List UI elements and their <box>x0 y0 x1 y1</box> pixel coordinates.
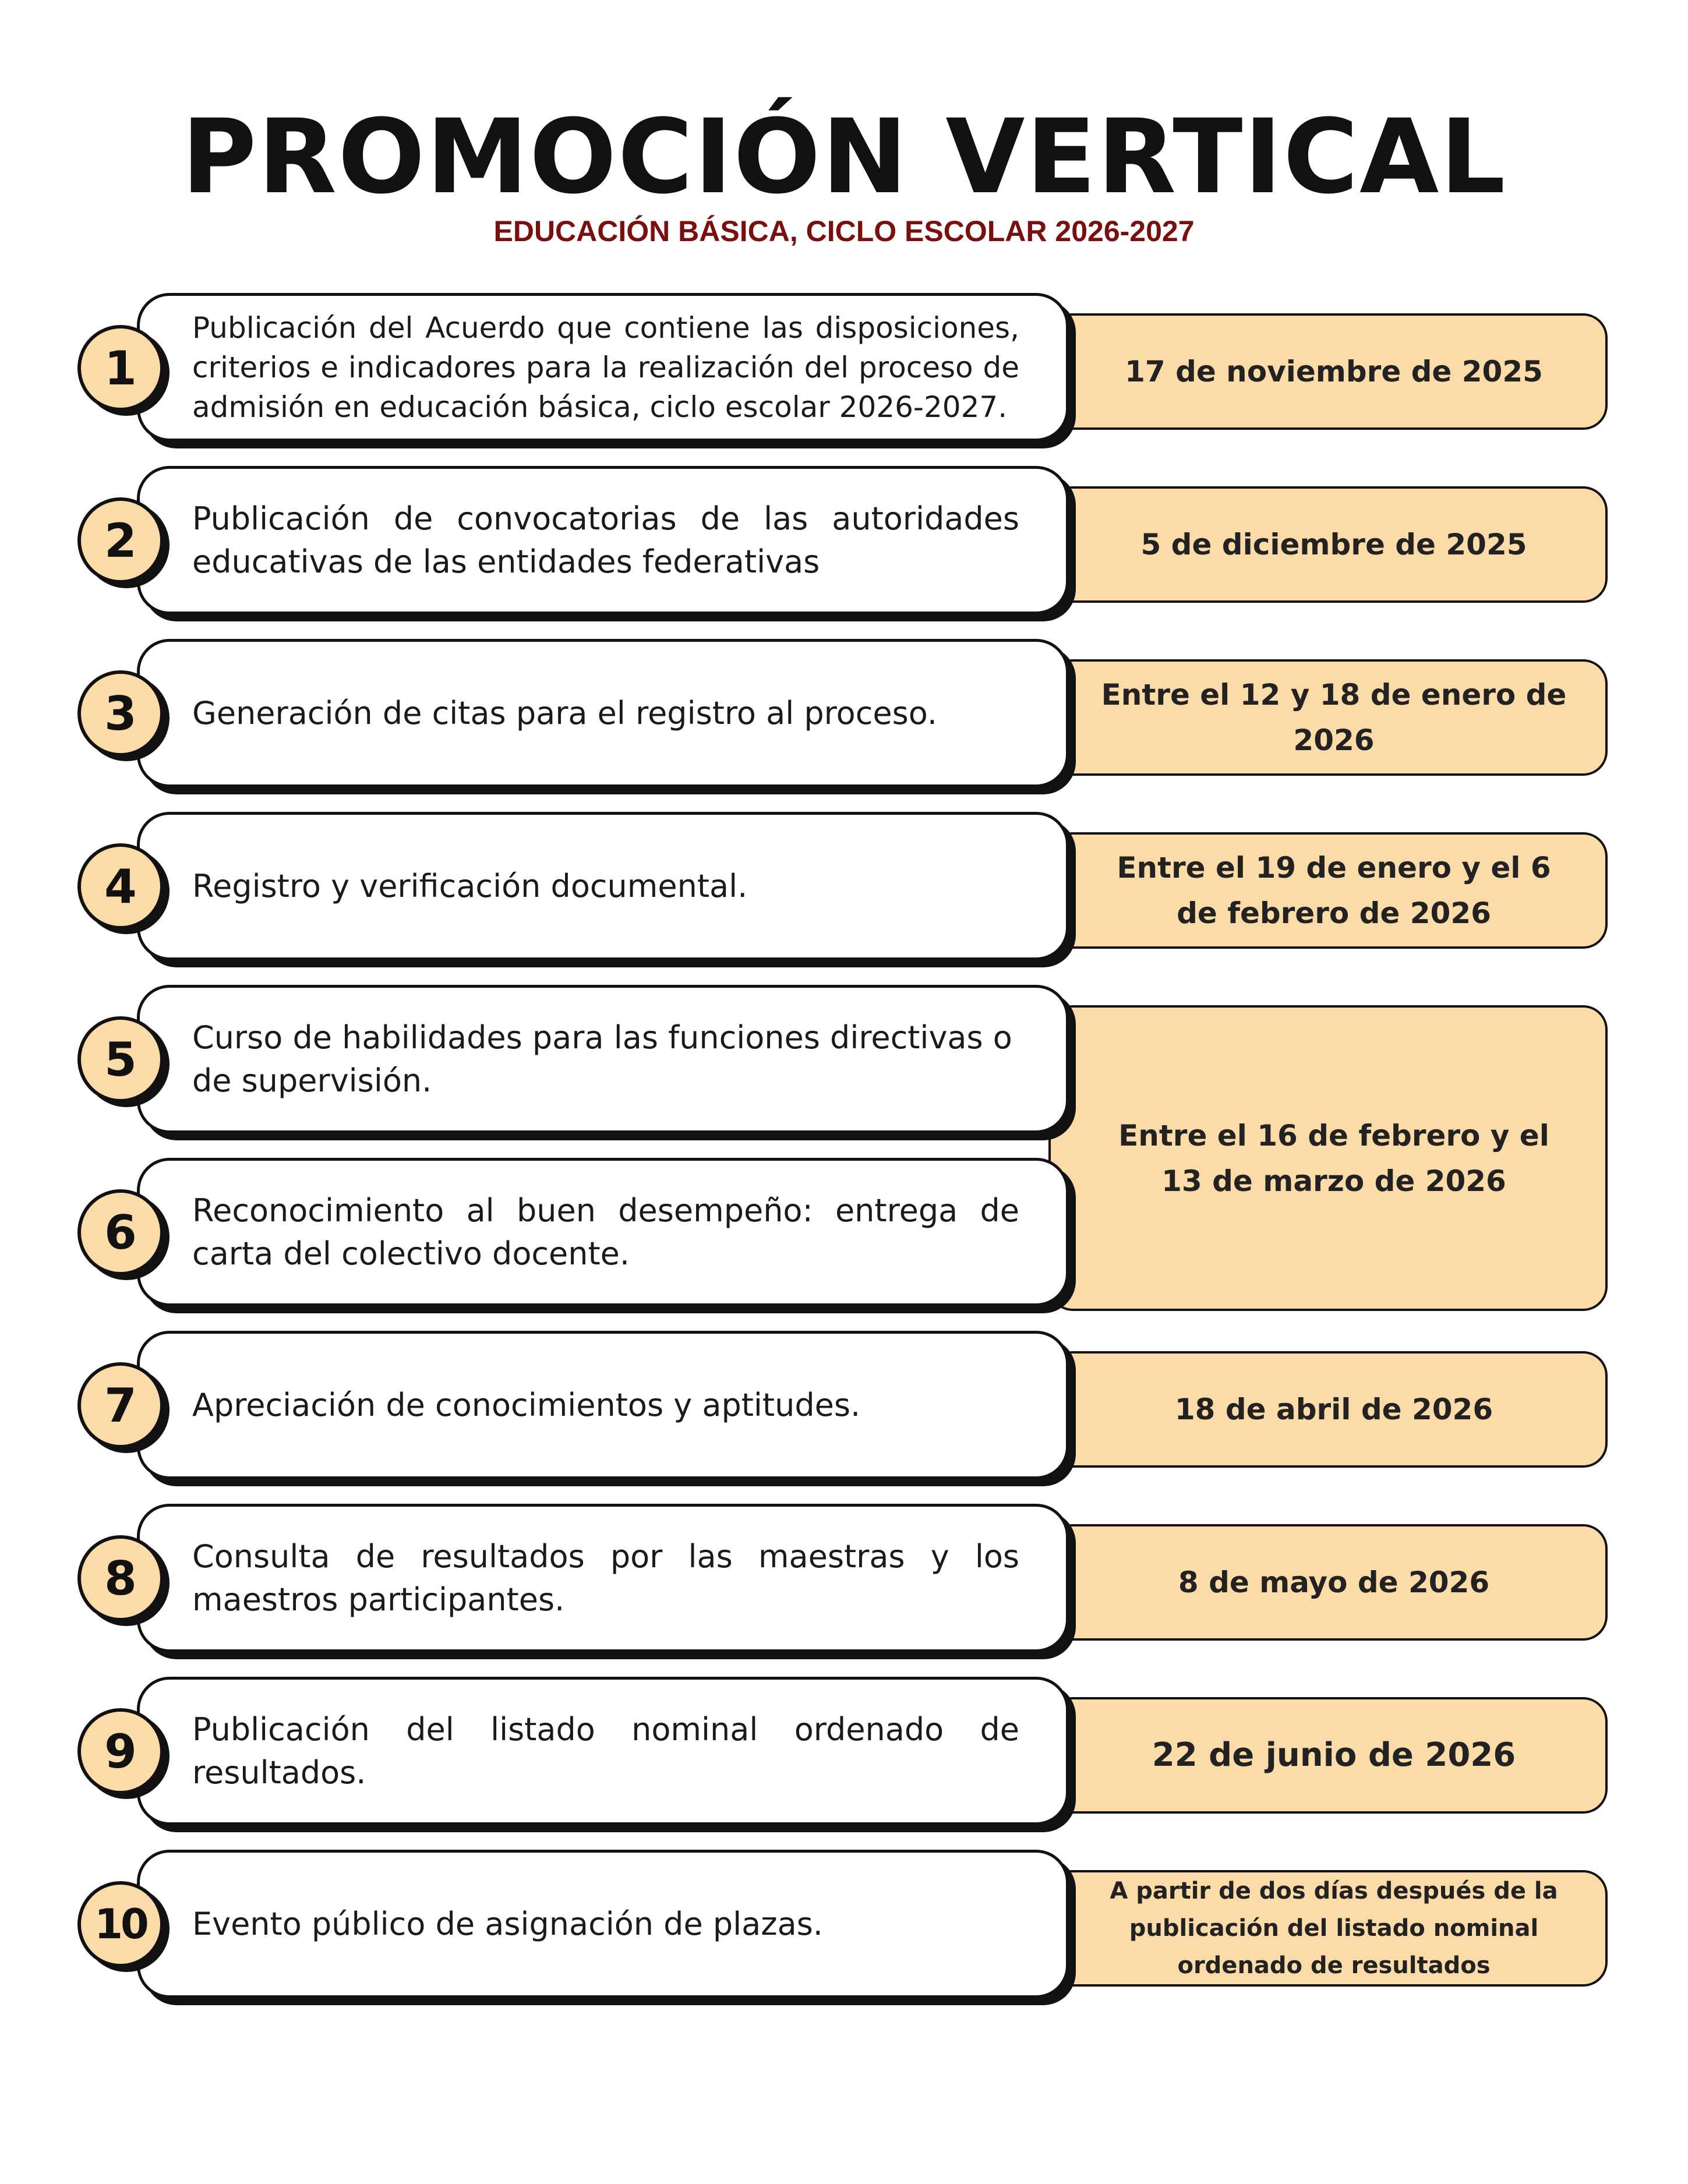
step-9-date: 22 de junio de 2026 <box>1048 1697 1608 1814</box>
step-10-date: A partir de dos días después de la publicación del listado nominal ordenado de resultados <box>1048 1870 1608 1987</box>
step-4-card <box>137 812 1069 960</box>
step-4-description: Registro y verificación documental. <box>192 867 748 904</box>
step-8-date: 8 de mayo de 2026 <box>1048 1524 1608 1641</box>
step-9-description: Publicación del listado nominal ordenado de resultados. <box>192 1711 1019 1791</box>
step-5-number-badge: 5 <box>77 1016 164 1102</box>
step-1-description: Publicación del Acuerdo que contiene las disposiciones, criterios e indicadores para la realización del proceso de admisión en educación básica, ciclo escolar 2026-2027. <box>192 310 1019 424</box>
step-10-card <box>137 1850 1069 1998</box>
page-title: PROMOCIÓN VERTICAL <box>181 97 1507 217</box>
step-6-number-badge: 6 <box>77 1189 164 1275</box>
step-4-number-badge: 4 <box>77 843 164 930</box>
step-9-card <box>137 1677 1069 1825</box>
step-10-description: Evento público de asignación de plazas. <box>192 1905 823 1942</box>
step-7-description: Apreciación de conocimientos y aptitudes. <box>192 1386 861 1423</box>
step-5-card <box>137 985 1069 1133</box>
step-5-description: Curso de habilidades para las funciones directivas o de supervisión. <box>192 1019 1012 1099</box>
step-2-date: 5 de diciembre de 2025 <box>1048 486 1608 603</box>
step-4-date: Entre el 19 de enero y el 6 de febrero de 2026 <box>1048 832 1608 949</box>
step-3-description: Generación de citas para el registro al proceso. <box>192 694 937 731</box>
step-9-number-badge: 9 <box>77 1708 164 1794</box>
step-3-date: Entre el 12 y 18 de enero de 2026 <box>1048 659 1608 776</box>
step-8-description: Consulta de resultados por las maestras y los maestros participantes. <box>192 1538 1019 1618</box>
step-1-date: 17 de noviembre de 2025 <box>1048 313 1608 430</box>
step-10-number-badge: 10 <box>77 1881 164 1967</box>
step-1-card <box>137 293 1069 441</box>
step-5-6-date: Entre el 16 de febrero y el 13 de marzo de 2026 <box>1048 1005 1608 1311</box>
step-3-card <box>137 639 1069 787</box>
step-7-number-badge: 7 <box>77 1362 164 1448</box>
step-6-description: Reconocimiento al buen desempeño: entrega de carta del colectivo docente. <box>192 1192 1019 1272</box>
step-6-card <box>137 1158 1069 1306</box>
step-7-card <box>137 1331 1069 1479</box>
step-1-number-badge: 1 <box>77 325 164 411</box>
step-2-description: Publicación de convocatorias de las autoridades educativas de las entidades federativas <box>192 500 1019 580</box>
step-2-number-badge: 2 <box>77 497 164 584</box>
step-2-card <box>137 466 1069 614</box>
step-3-number-badge: 3 <box>77 670 164 757</box>
page-subtitle: EDUCACIÓN BÁSICA, CICLO ESCOLAR 2026-2027 <box>493 215 1195 248</box>
step-8-number-badge: 8 <box>77 1535 164 1621</box>
step-7-date: 18 de abril de 2026 <box>1048 1351 1608 1468</box>
step-8-card <box>137 1504 1069 1652</box>
